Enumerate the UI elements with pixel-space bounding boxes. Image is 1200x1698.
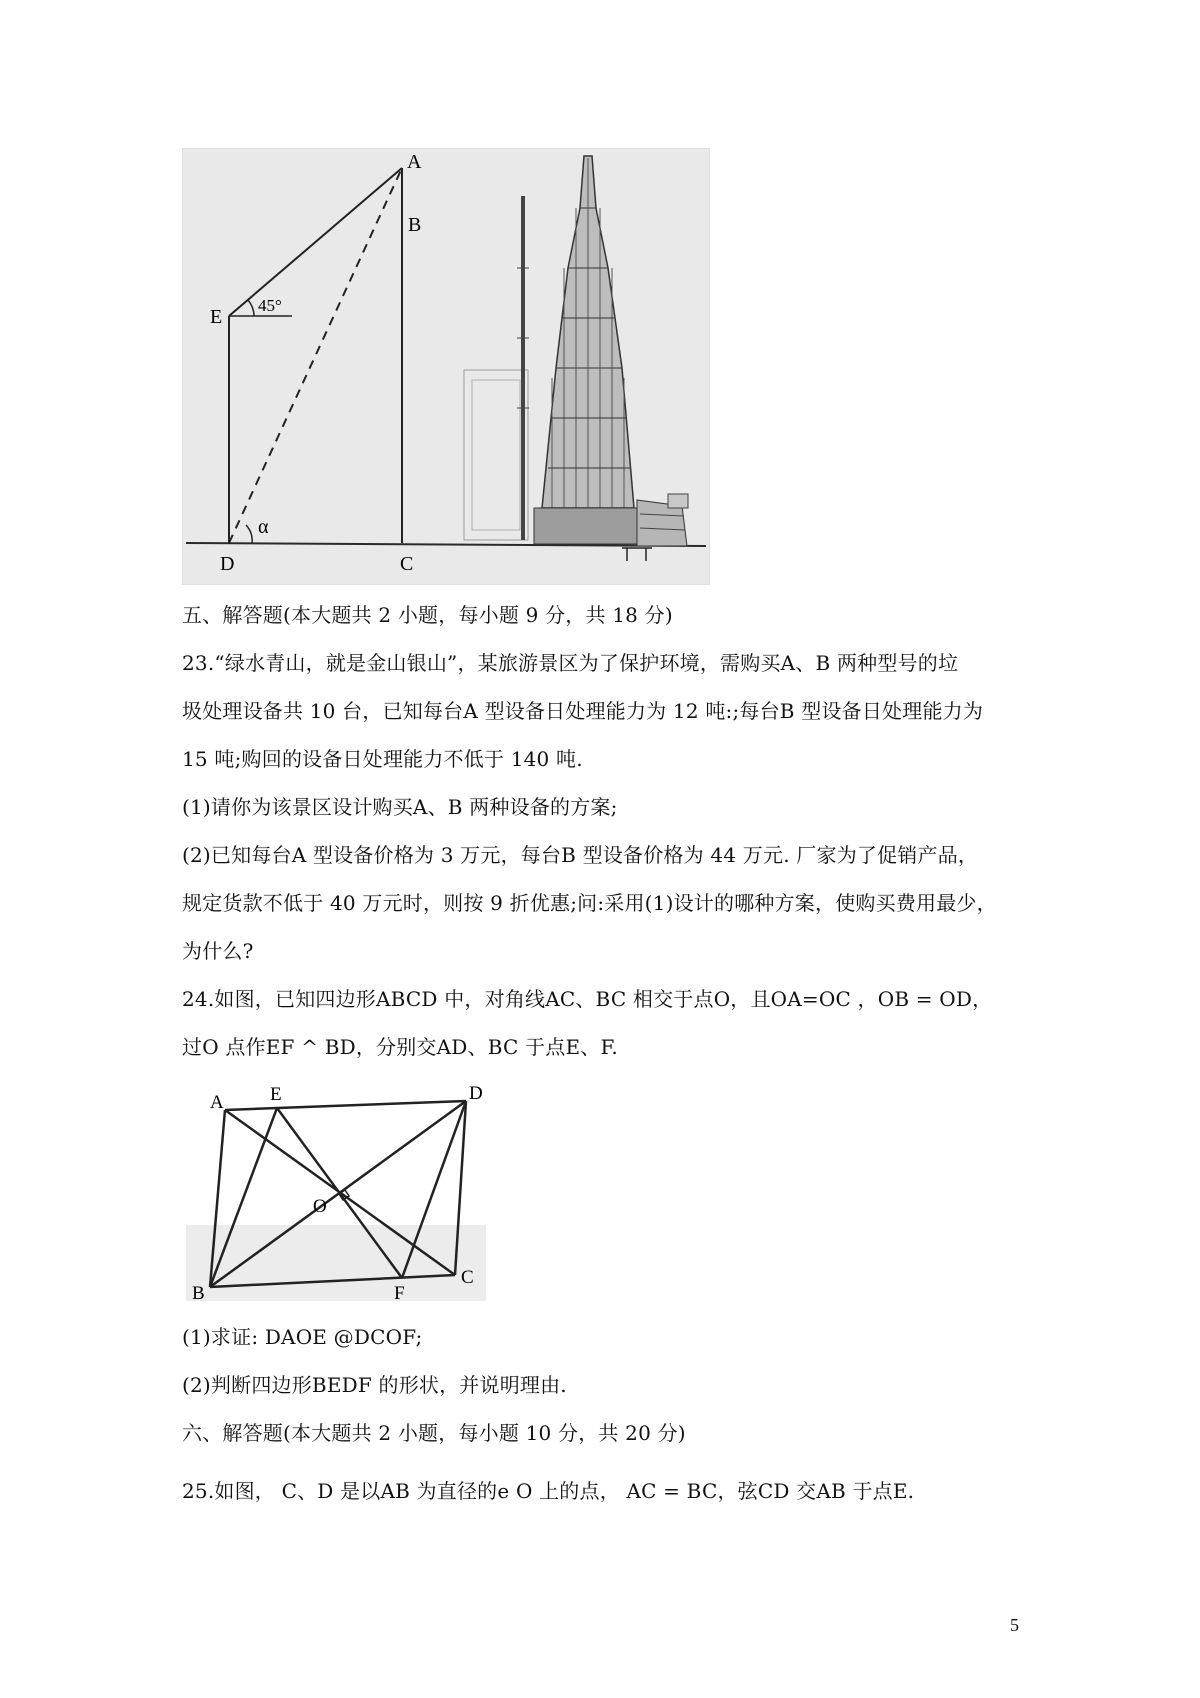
section-5-heading: 五、解答题(本大题共 2 小题，每小题 9 分，共 18 分) <box>182 603 673 627</box>
q23-part-2-line-1: (2)已知每台A 型设备价格为 3 万元，每台B 型设备价格为 44 万元. 厂家为了促销产品， <box>182 843 979 867</box>
point-label-e: E <box>210 306 223 328</box>
point-label-f: F <box>394 1283 405 1302</box>
q23-line-2: 圾处理设备共 10 台，已知每台A 型设备日处理能力为 12 吨:;每台B 型设备日处理能力为 <box>182 699 984 723</box>
q23-part-2-line-2: 规定货款不低于 40 万元时，则按 9 折优惠;问:采用(1)设计的哪种方案，使购买费用最少， <box>182 891 997 915</box>
point-label-e: E <box>270 1084 282 1105</box>
point-label-b: B <box>408 214 422 236</box>
section-6-heading: 六、解答题(本大题共 2 小题，每小题 10 分，共 20 分) <box>182 1421 686 1445</box>
q23-part-1: (1)请你为该景区设计购买A、B 两种设备的方案; <box>182 795 618 819</box>
q23-line-3: 15 吨;购回的设备日处理能力不低于 140 吨. <box>182 747 583 771</box>
q24-part-1: (1)求证: DAOE @DCOF; <box>182 1325 423 1349</box>
point-label-a: A <box>407 151 422 173</box>
point-label-d: D <box>469 1083 483 1104</box>
point-label-c: C <box>400 553 414 575</box>
point-label-o: O <box>313 1196 327 1217</box>
point-label-c: C <box>461 1267 474 1288</box>
q24-part-2: (2)判断四边形BEDF 的形状，并说明理由. <box>182 1373 567 1397</box>
page-number: 5 <box>1010 1615 1019 1635</box>
q23-line-1: 23.“绿水青山，就是金山银山”，某旅游景区为了保护环境，需购买A、B 两种型号的垃 <box>182 651 959 675</box>
point-label-a: A <box>210 1092 224 1113</box>
angle-label-alpha: α <box>258 516 269 538</box>
point-label-d: D <box>220 553 235 575</box>
quadrilateral-figure <box>182 1075 504 1302</box>
tower-measurement-figure <box>182 148 710 585</box>
q24-line-2: 过O 点作EF ^ BD，分别交AD、BC 于点E、F. <box>182 1035 618 1059</box>
q23-part-2-line-3: 为什么? <box>182 939 254 963</box>
q25-line-1: 25.如图， C、D 是以AB 为直径的e O 上的点， AC = BC，弦CD 交AB 于点E. <box>182 1479 915 1503</box>
q24-line-1: 24.如图，已知四边形ABCD 中，对角线AC、BC 相交于点O，且OA=OC ，OB = OD， <box>182 987 993 1011</box>
point-label-b: B <box>192 1283 205 1302</box>
angle-label-45: 45° <box>258 296 282 315</box>
